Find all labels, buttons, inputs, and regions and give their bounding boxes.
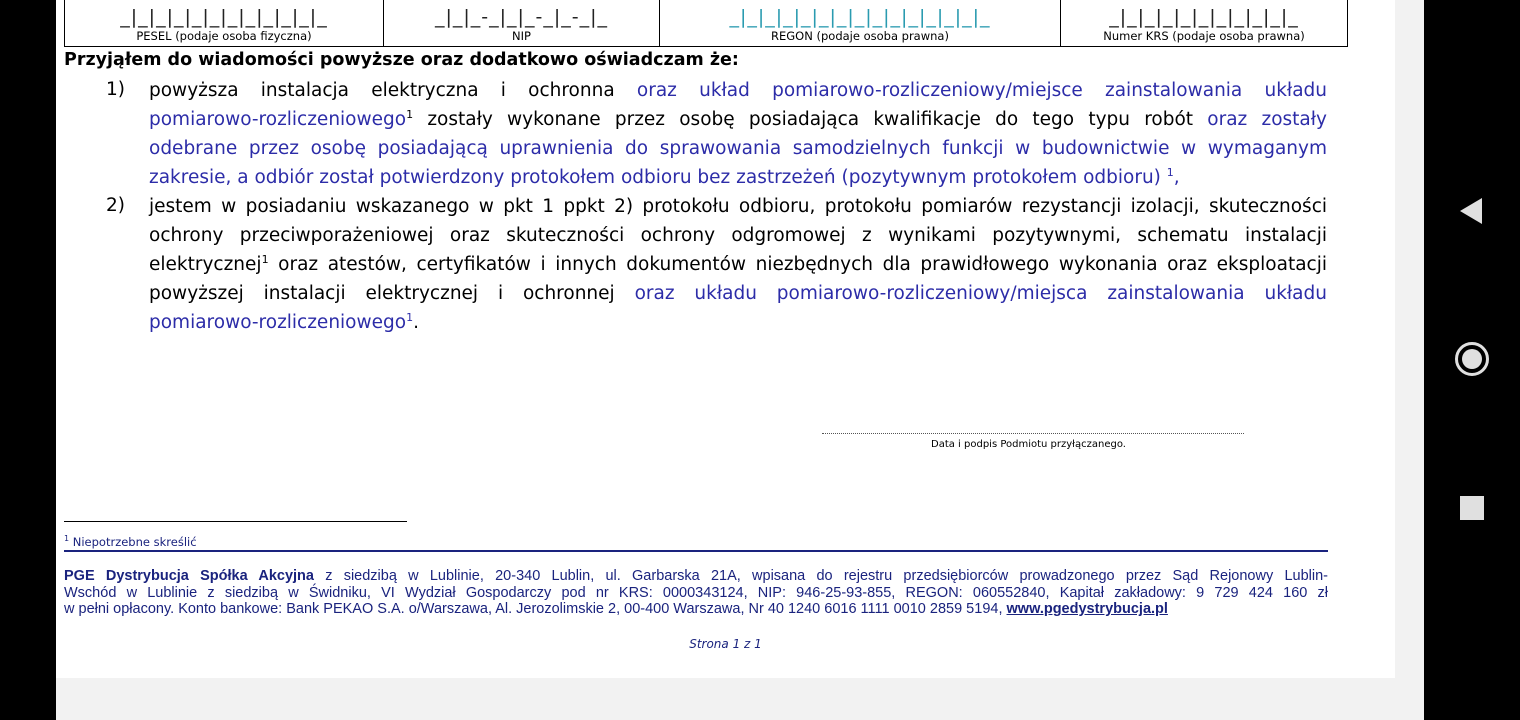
company-name: PGE Dystrybucja Spółka Akcyjna: [64, 568, 314, 584]
nip-label: NIP: [512, 29, 531, 43]
item-2-number: 2): [106, 195, 125, 216]
back-icon[interactable]: [1460, 198, 1482, 224]
krs-label: Numer KRS (podaje osoba prawna): [1103, 29, 1305, 43]
nip-cell: [384, 0, 660, 46]
footnote-ref: 1: [261, 253, 269, 266]
footnote: [64, 535, 197, 549]
regon-digit-boxes: _|_|_|_|_|_|_|_|_|_|_|_|_|_|_: [729, 6, 991, 28]
signature-label: Data i podpis Podmiotu przyłączanego.: [931, 439, 1126, 450]
footnote-mark: 1: [64, 534, 70, 543]
company-footer: [64, 568, 1328, 618]
declaration-heading: Przyjąłem do wiadomości powyższe oraz dodatkowo oświadczam że:: [64, 50, 739, 70]
item-2-line-4: powyższej instalacji elektrycznej i ochronnej oraz układu pomiarowo-rozliczeniowy/miejsca zainstalowania układu: [149, 283, 1327, 304]
pesel-digit-boxes: _|_|_|_|_|_|_|_|_|_|_|_: [120, 6, 328, 28]
krs-cell: [1061, 0, 1347, 46]
footer-line-2: Wschód w Lublinie z siedzibą w Świdniku, VI Wydział Gospodarczy pod nr KRS: 0000343124, NIP: 946-25-93-855, REGON: 060552840, Kapitał zakładowy: 9 729 424 160 zł: [64, 584, 1328, 601]
regon-cell: [660, 0, 1061, 46]
item-2-line-1: jestem w posiadaniu wskazanego w pkt 1 ppkt 2) protokołu odbioru, protokołu pomiarów rezystancji izolacji, skuteczności: [149, 196, 1327, 217]
item-1-line-3: odebrane przez osobę posiadającą uprawnienia do sprawowania samodzielnych funkcji w budownictwie w wymaganym: [149, 138, 1327, 159]
krs-digit-boxes: _|_|_|_|_|_|_|_|_|_|_: [1109, 6, 1299, 28]
page-number: Strona 1 z 1: [689, 637, 762, 651]
item-2-line-2: ochrony przeciwporażeniowej oraz skuteczności ochrony odgromowej z wynikami pozytywnymi, schematu instalacji: [149, 225, 1327, 246]
footnote-text: Niepotrzebne skreślić: [72, 535, 197, 549]
document-page: [56, 0, 1395, 678]
regon-label: REGON (podaje osoba prawna): [771, 29, 949, 43]
nip-digit-boxes: _|_|_-_|_|_-_|_-_|_: [435, 6, 608, 28]
item-2-line-5: pomiarowo-rozliczeniowego$^1$.: [149, 311, 419, 333]
item-2-line-3: elektrycznej$^1$ oraz atestów, certyfikatów i innych dokumentów niezbędnych dla prawidłowego wykonania oraz eksploatacji: [149, 253, 1327, 275]
item-1-number: 1): [106, 79, 125, 100]
item-1-line-4: zakresie, a odbiór został potwierdzony protokołem odbioru bez zastrzeżeń (pozytywnym protokołem odbioru) $^1$,: [149, 166, 1180, 188]
footnote-ref: 1: [406, 311, 414, 324]
recent-apps-icon[interactable]: [1460, 496, 1484, 520]
item-1-line-1: powyższa instalacja elektryczna i ochronna oraz układ pomiarowo-rozliczeniowy/miejsce zainstalowania układu: [149, 80, 1327, 101]
footer-line-1: PGE Dystrybucja Spółka Akcyjna z siedzibą w Lublinie, 20-340 Lublin, ul. Garbarska 21A, wpisana do rejestru przedsiębiorców prowadzonego przez Sąd Rejonowy Lublin-: [64, 568, 1328, 584]
pesel-cell: [65, 0, 384, 46]
id-fields-table: [64, 0, 1348, 47]
pesel-label: PESEL (podaje osoba fizyczna): [136, 29, 312, 43]
website-link[interactable]: www.pgedystrybucja.pl: [1006, 601, 1168, 617]
signature-line: [822, 433, 1244, 434]
footer-line-3: w pełni opłacony. Konto bankowe: Bank PEKAO S.A. o/Warszawa, Al. Jerozolimskie 2, 00-400 Warszawa, Nr 40 1240 6016 1111 0010 2859 5194, www.pgedystrybucja.pl: [64, 601, 1168, 617]
footnote-ref: 1: [1166, 166, 1174, 179]
item-1-line-2: pomiarowo-rozliczeniowego$^1$ zostały wykonane przez osobę posiadająca kwalifikacje do tego typu robót oraz zostały: [149, 108, 1327, 130]
footnote-divider: [64, 521, 407, 522]
home-icon-inner: [1462, 349, 1482, 369]
footnote-ref: 1: [406, 108, 414, 121]
footer-divider: [64, 550, 1328, 552]
